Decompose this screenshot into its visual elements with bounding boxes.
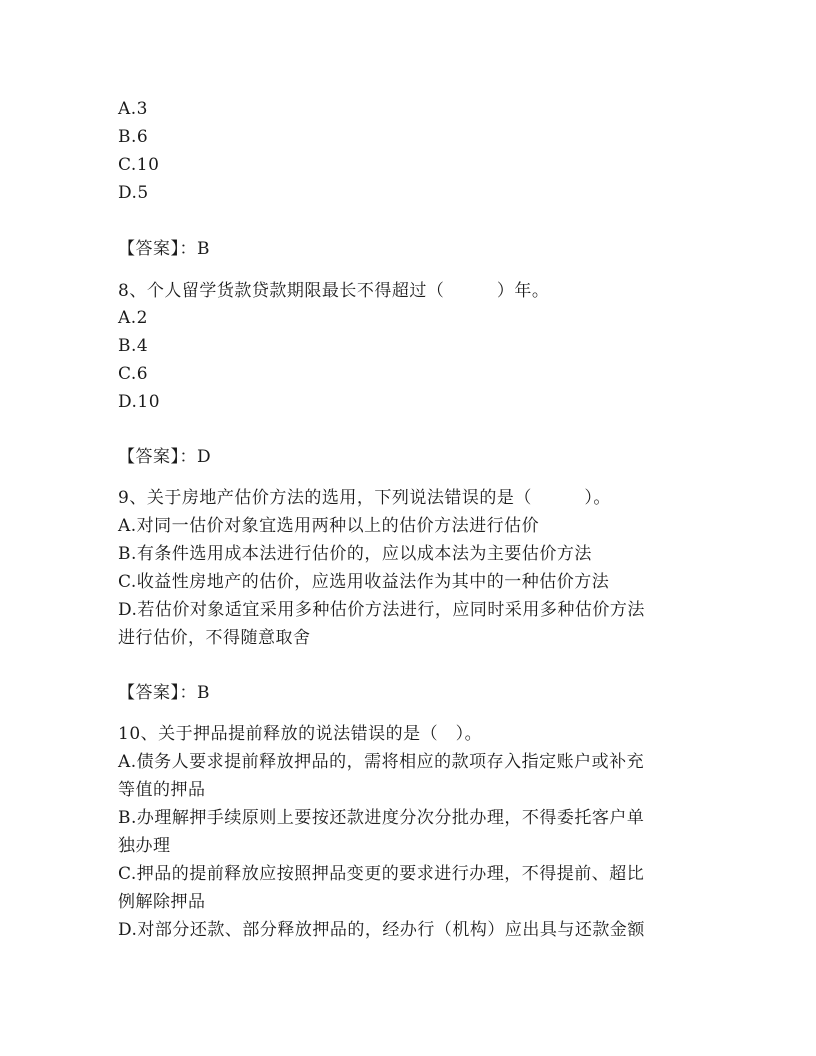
q8-option-d: D.10 [118, 392, 161, 412]
q10-option-b: B.办理解押手续原则上要按还款进度分次分批办理，不得委托客户单 [118, 808, 645, 828]
q9-option-d: D.若估价对象适宜采用多种估价方法进行，应同时采用多种估价方法 [118, 600, 645, 620]
q9-option-a: A.对同一估价对象宜选用两种以上的估价方法进行估价 [118, 516, 540, 536]
q10-option-a-cont: 等值的押品 [118, 780, 206, 800]
q10-option-c: C.押品的提前释放应按照押品变更的要求进行办理，不得提前、超比 [118, 864, 645, 884]
q9-option-c: C.收益性房地产的估价，应选用收益法作为其中的一种估价方法 [118, 572, 610, 592]
q8-option-c: C.6 [118, 364, 149, 384]
q10-option-a: A.债务人要求提前释放押品的，需将相应的款项存入指定账户或补充 [118, 752, 645, 772]
q7-answer: 【答案】：B [118, 239, 210, 259]
q7-option-d: D.5 [118, 183, 149, 203]
q10-question: 10、关于押品提前释放的说法错误的是（ ）。 [118, 724, 483, 744]
q8-question: 8、个人留学货款贷款期限最长不得超过（ ）年。 [118, 281, 550, 301]
q8-option-b: B.4 [118, 336, 149, 356]
q9-option-d-cont: 进行估价，不得随意取舍 [118, 628, 311, 648]
q9-question: 9、关于房地产估价方法的选用，下列说法错误的是（ ）。 [118, 488, 611, 508]
q10-option-c-cont: 例解除押品 [118, 892, 206, 912]
q7-option-c: C.10 [118, 155, 160, 175]
q7-option-b: B.6 [118, 127, 149, 147]
q8-option-a: A.2 [118, 308, 148, 328]
q8-answer: 【答案】：D [118, 447, 212, 467]
q9-answer: 【答案】：B [118, 683, 210, 703]
q10-option-d: D.对部分还款、部分释放押品的，经办行（机构）应出具与还款金额 [118, 920, 645, 940]
q7-option-a: A.3 [118, 99, 148, 119]
q9-option-b: B.有条件选用成本法进行估价的，应以成本法为主要估价方法 [118, 544, 592, 564]
q10-option-b-cont: 独办理 [118, 836, 171, 856]
